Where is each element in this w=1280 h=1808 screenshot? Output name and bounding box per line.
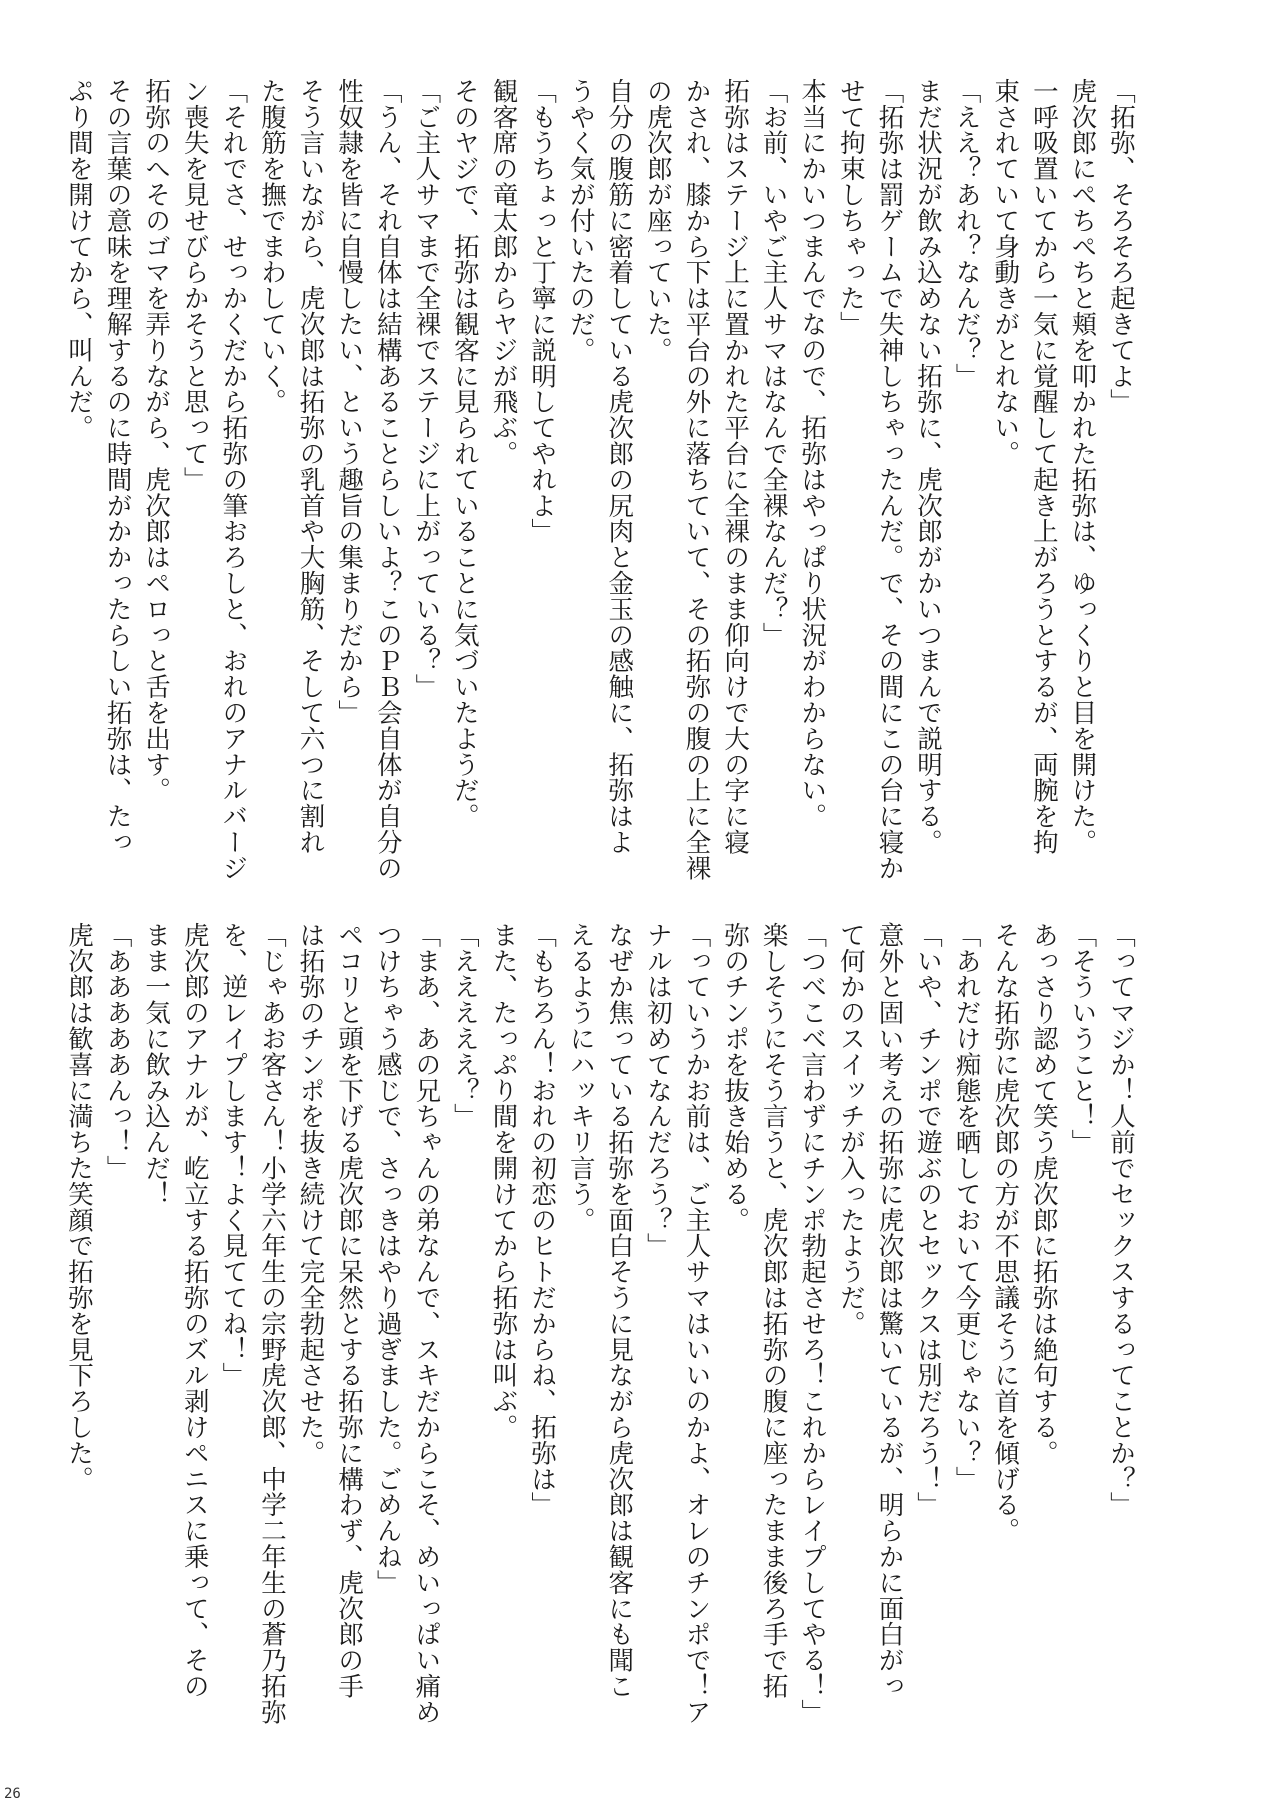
text-line: ぷり間を開けてから、叫んだ。 (63, 78, 94, 441)
text-line: うやく気が付いたのだ。 (565, 78, 596, 363)
text-line: 弥のチンポを抜き始める。 (720, 922, 751, 1233)
text-line: そんな拓弥に虎次郎の方が不思議そうに首を傾げる。 (990, 922, 1021, 1544)
text-line: 「もうちょっと丁寧に説明してやれよ」 (527, 78, 558, 545)
text-line: 意外と固い考えの拓弥に虎次郎は驚いているが、明らかに面白がっ (874, 922, 905, 1699)
text-block-bottom (63, 922, 1140, 1725)
text-line: その言葉の意味を理解するのに時間がかかったらしい拓弥は、たっ (102, 78, 133, 855)
text-line: 「うん、それ自体は結構あることらしいよ？このＰＢ会自体が自分の (372, 78, 403, 881)
text-line: 「拓弥、そろそろ起きてよ」 (1106, 78, 1136, 415)
text-line: 「ええ？あれ？なんだ？」 (951, 78, 982, 389)
text-line: ン喪失を見せびらかそうと思って」 (179, 78, 210, 493)
text-line: 「えええええ？」 (449, 922, 480, 1130)
text-line: 「いや、チンポで遊ぶのとセックスは別だろう！」 (913, 922, 944, 1518)
text-line: 虎次郎のアナルが、屹立する拓弥のズル剥けペニスに乗って、その (179, 922, 210, 1699)
text-line: 「あああああんっ！」 (102, 922, 133, 1181)
text-line: なぜか焦っている拓弥を面白そうに見ながら虎次郎は観客にも聞こ (604, 922, 635, 1699)
text-line: 「まあ、あの兄ちゃんの弟なんで、スキだからこそ、めいっぱい痛め (411, 922, 442, 1725)
text-line: 「お前、いやご主人サマはなんで全裸なんだ？」 (758, 78, 789, 648)
text-line: 「つべこべ言わずにチンポ勃起させろ！これからレイプしてやる！」 (797, 922, 828, 1725)
text-line: 観客席の竜太郎からヤジが飛ぶ。 (488, 78, 519, 467)
text-line: 性奴隷を皆に自慢したい、という趣旨の集まりだから」 (334, 78, 365, 726)
text-line: 自分の腹筋に密着している虎次郎の尻肉と金玉の感触に、拓弥はよ (604, 78, 635, 855)
text-line: を、逆レイプします！よく見ててね！」 (218, 922, 249, 1389)
text-line: つけちゃう感じで、さっきはやり過ぎました。ごめんね」 (372, 922, 403, 1596)
text-line: 楽しそうにそう言うと、虎次郎は拓弥の腹に座ったまま後ろ手で拓 (758, 922, 789, 1699)
text-line: 拓弥のへそのゴマを弄りながら、虎次郎はペロっと舌を出す。 (141, 78, 172, 804)
text-line: 「それでさ、せっかくだから拓弥の筆おろしと、おれのアナルバージ (218, 78, 249, 881)
text-line: 「じゃあお客さん！小学六年生の宗野虎次郎、中学二年生の蒼乃拓弥 (256, 922, 287, 1725)
text-line: 「あれだけ痴態を晒しておいて今更じゃない？」 (951, 922, 982, 1492)
text-line: 「ご主人サマまで全裸でステージに上がっている？」 (411, 78, 442, 700)
page-number: 26 (4, 1786, 21, 1802)
text-block-top (63, 78, 1140, 881)
text-line: かされ、膝から下は平台の外に落ちていて、その拓弥の腹の上に全裸 (681, 78, 712, 881)
text-line: 虎次郎にぺちぺちと頬を叩かれた拓弥は、ゆっくりと目を開けた。 (1067, 78, 1098, 855)
text-line: た腹筋を撫でまわしていく。 (256, 78, 287, 415)
text-line: 「っていうかお前は、ご主人サマはいいのかよ、オレのチンポで！ア (681, 922, 712, 1725)
text-line: せて拘束しちゃった」 (835, 78, 866, 337)
text-line: あっさり認めて笑う虎次郎に拓弥は絶句する。 (1028, 922, 1059, 1466)
text-line: の虎次郎が座っていた。 (642, 78, 673, 363)
text-line: 一呼吸置いてから一気に覚醒して起き上がろうとするが、両腕を拘 (1028, 78, 1059, 855)
text-line: まま一気に飲み込んだ！ (141, 922, 172, 1207)
text-line: 「ってマジか！人前でセックスするってことか？」 (1106, 922, 1136, 1518)
text-line: 虎次郎は歓喜に満ちた笑顔で拓弥を見下ろした。 (63, 922, 94, 1492)
text-line: えるようにハッキリ言う。 (565, 922, 596, 1233)
text-line: まだ状況が飲み込めない拓弥に、虎次郎がかいつまんで説明する。 (913, 78, 944, 855)
text-line: て何かのスイッチが入ったようだ。 (835, 922, 866, 1337)
text-line: そう言いながら、虎次郎は拓弥の乳首や大胸筋、そして六つに割れ (295, 78, 326, 855)
text-line: 「もちろん！おれの初恋のヒトだからね、拓弥は」 (527, 922, 558, 1518)
text-line: そのヤジで、拓弥は観客に見られていることに気づいたようだ。 (449, 78, 480, 830)
text-line: 「そういうこと！」 (1067, 922, 1098, 1156)
text-line: 「拓弥は罰ゲームで失神しちゃったんだ。で、その間にこの台に寝か (874, 78, 905, 881)
text-line: 束されていて身動きがとれない。 (990, 78, 1021, 467)
text-line: 本当にかいつまんでなので、拓弥はやっぱり状況がわからない。 (797, 78, 828, 830)
text-line: また、たっぷり間を開けてから拓弥は叫ぶ。 (488, 922, 519, 1440)
text-line: ナルは初めてなんだろう？」 (642, 922, 673, 1259)
text-line: ペコリと頭を下げる虎次郎に呆然とする拓弥に構わず、虎次郎の手 (334, 922, 365, 1699)
text-line: は拓弥のチンポを抜き続けて完全勃起させた。 (295, 922, 326, 1466)
text-line: 拓弥はステージ上に置かれた平台に全裸のまま仰向けで大の字に寝 (720, 78, 751, 855)
